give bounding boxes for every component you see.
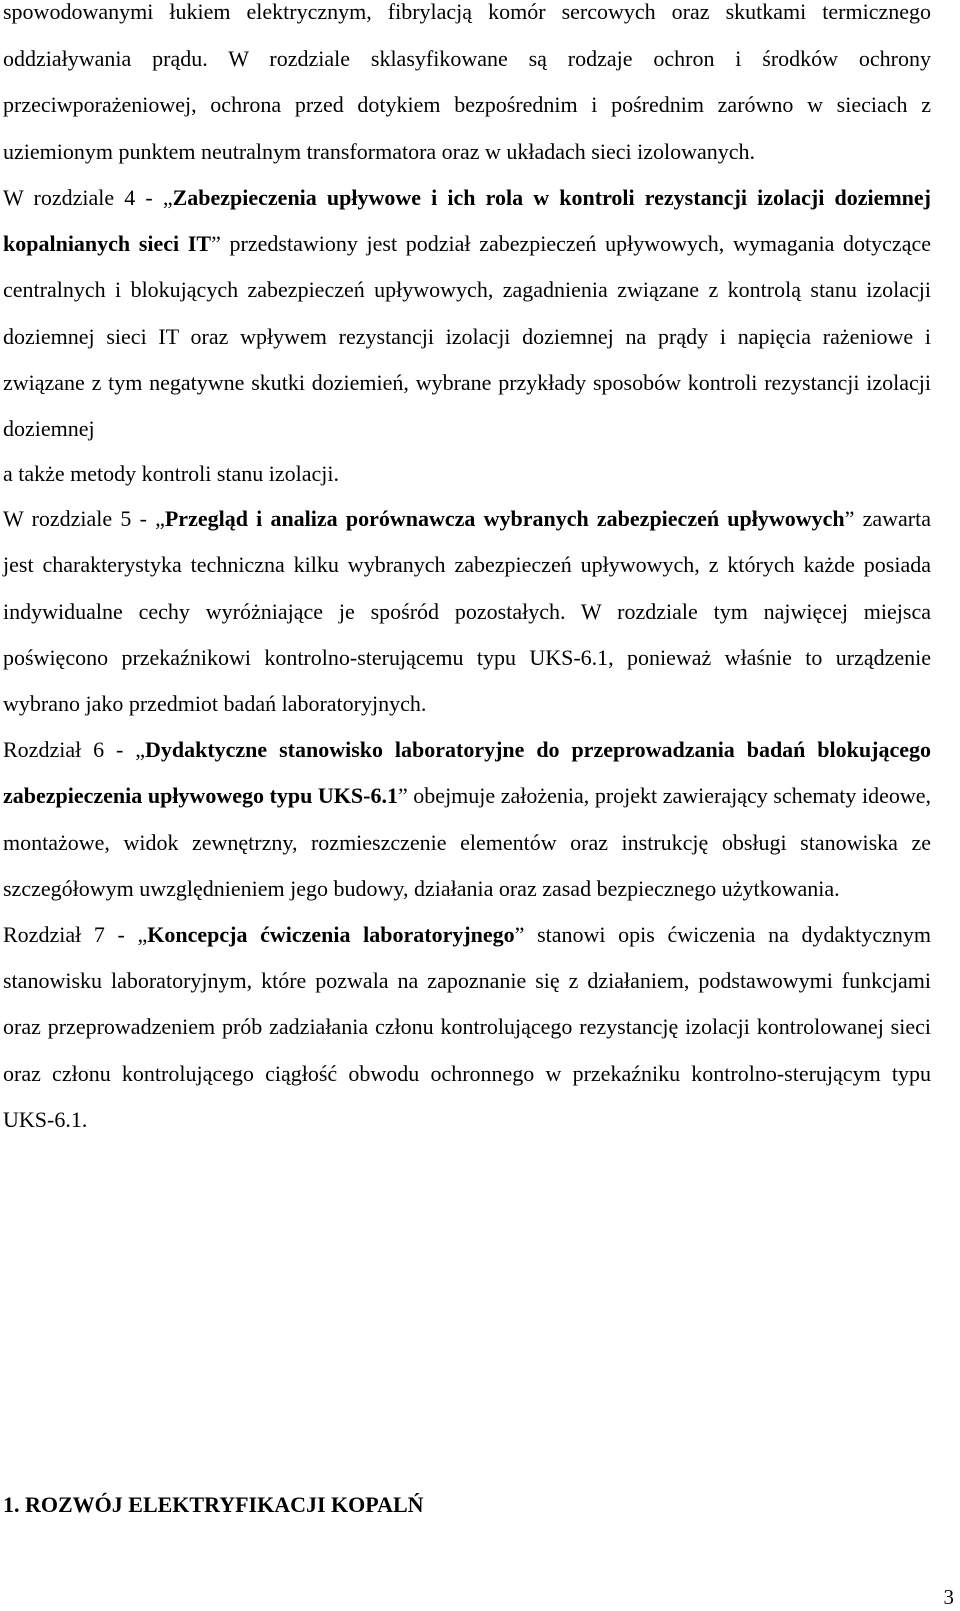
paragraph-chapter-6 (3, 727, 931, 912)
section-heading: 1. ROZWÓJ ELEKTRYFIKACJI KOPALŃ (3, 1492, 424, 1517)
chapter-title-bold: Przegląd i analiza porównawcza wybranych zabezpieczeń upływowych (164, 506, 845, 532)
paragraph-intro: W rozdziale 4 - „ (3, 185, 173, 210)
paragraph-chapter-3-summary (3, 0, 931, 175)
paragraph-chapter-4 (3, 175, 931, 452)
paragraph-chapter-4-end (3, 452, 931, 496)
paragraph-text: a także metody kontroli stanu izolacji. (3, 461, 340, 487)
paragraph-rest: ” przedstawiony jest podział zabezpieczeń upływowych, wymagania dotyczące centralnych i blokujących zabezpieczeń upływowych, zagadnienia związane z kontrolą stanu izolacji doziemnej sieci IT oraz wpływem rezystancji izolacji doziemnej na prądy i napięcia rażeniowe i związane z tym negatywne skutki doziemień, wybrane przykłady sposobów kontroli rezystancji izolacji doziemnej (3, 231, 931, 442)
paragraph-text: spowodowanymi łukiem elektrycznym, fibrylacją komór sercowych oraz skutkami termicznego oddziaływania prądu. W rozdziale sklasyfikowane są rodzaje ochron i środków ochrony przeciwporażeniowej, ochrona przed dotykiem bezpośrednim i pośrednim zarówno w sieciach z uziemionym punktem neutralnym transformatora oraz w układach sieci izolowanych. (3, 0, 931, 164)
paragraph-rest: ” zawarta jest charakterystyka techniczna kilku wybranych zabezpieczeń upływowych, z których każde posiada indywidualne cechy wyróżniające je spośród pozostałych. W rozdziale tym najwięcej miejsca poświęcono przekaźnikowi kontrolno-sterującemu typu UKS-6.1, ponieważ właśnie to urządzenie wybrano jako przedmiot badań laboratoryjnych. (3, 506, 932, 717)
chapter-title-bold: Koncepcja ćwiczenia laboratoryjnego (147, 922, 515, 948)
chapter-title-bold: Zabezpieczenia upływowe i ich rola w kontroli rezystancji izolacji doziemnej kopalnianych sieci IT (3, 185, 931, 257)
paragraph-chapter-5 (3, 496, 931, 727)
chapter-title-bold: Dydaktyczne stanowisko laboratoryjne do przeprowadzania badań blokującego zabezpieczenia upływowego typu UKS-6.1 (3, 737, 931, 809)
paragraph-intro: W rozdziale 5 - „ (3, 506, 165, 532)
body-text (3, 0, 931, 1143)
page-number: 3 (943, 1585, 954, 1609)
paragraph-chapter-7 (3, 912, 931, 1143)
paragraph-intro: Rozdział 7 - „ (3, 922, 148, 948)
paragraph-rest: ” stanowi opis ćwiczenia na dydaktycznym stanowisku laboratoryjnym, które pozwala na zapoznanie się z działaniem, podstawowymi funkcjami oraz przeprowadzeniem prób zadziałania członu kontrolującego rezystancję izolacji kontrolowanej sieci oraz członu kontrolującego ciągłość obwodu ochronnego w przekaźniku kontrolno-sterującym typu UKS-6.1. (3, 922, 931, 1132)
paragraph-intro: Rozdział 6 - „ (3, 737, 145, 763)
paragraph-rest: ” obejmuje założenia, projekt zawierający schematy ideowe, montażowe, widok zewnętrzny, rozmieszczenie elementów oraz instrukcję obsługi stanowiska ze szczegółowym uwzględnieniem jego budowy, działania oraz zasad bezpiecznego użytkowania. (3, 783, 931, 901)
